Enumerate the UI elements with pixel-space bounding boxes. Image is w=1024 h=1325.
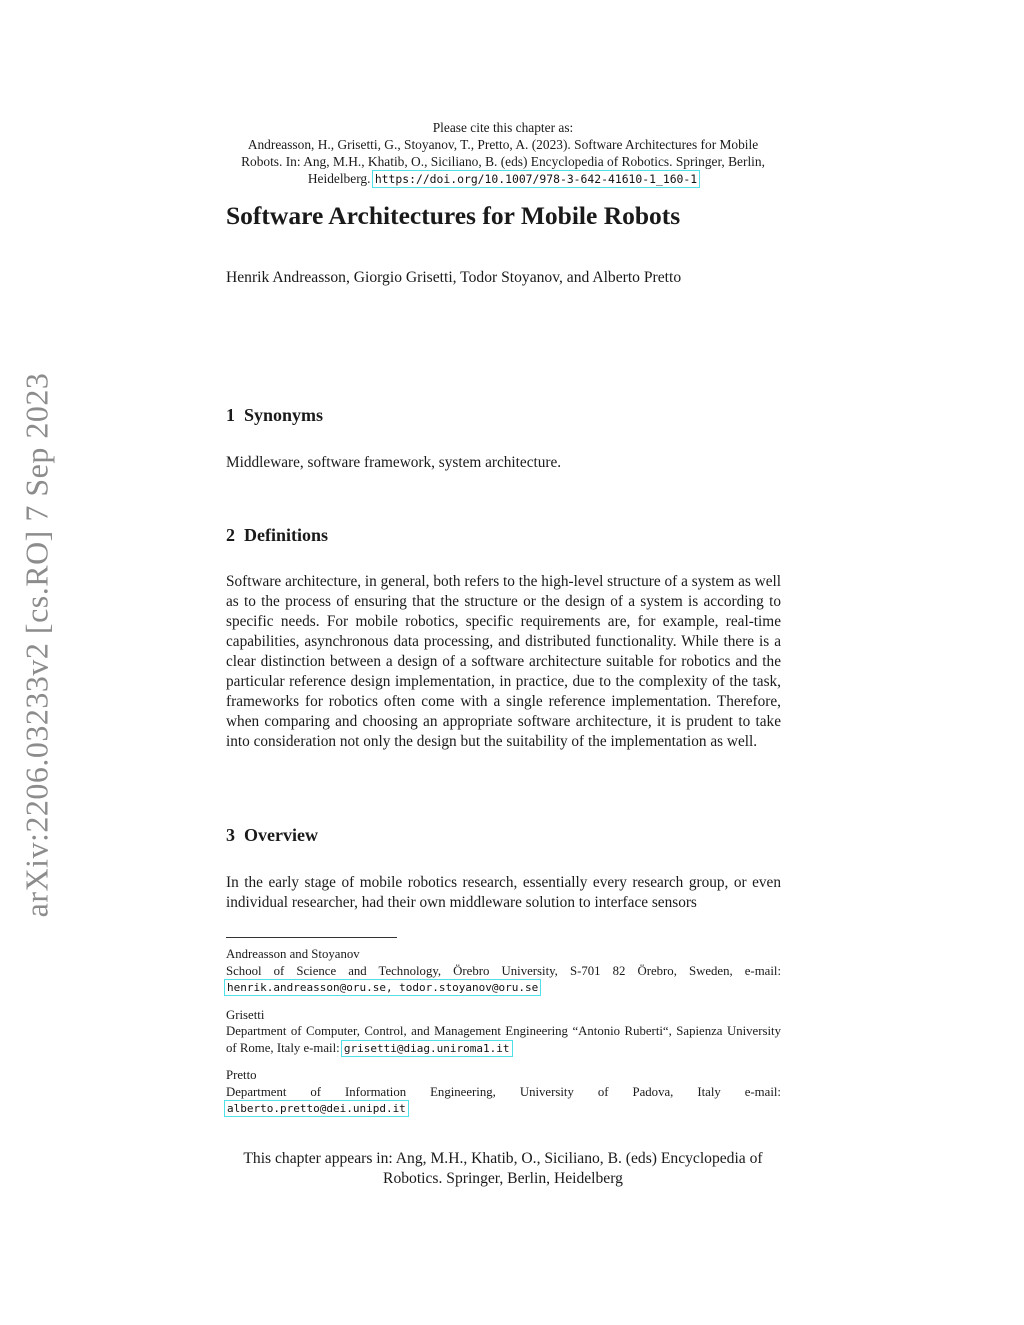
citation-last-line [222,170,784,188]
section-heading-synonyms [226,403,323,427]
section-title: Synonyms [244,405,324,425]
affiliation-text: Department of Computer, Control, and Management Engineering “Antonio Ruberti“, Sapienza University of Rome, Italy e-mail: [226,1024,781,1055]
section-number: 2 [226,525,235,545]
section-number: 1 [226,405,235,425]
appears-in-note: This chapter appears in: Ang, M.H., Khatib, O., Siciliano, B. (eds) Encyclopedia of Robotics. Springer, Berlin, Heidelberg [243,1150,763,1187]
footnote-andreasson-stoyanov [226,946,781,997]
synonyms-text: Middleware, software framework, system architecture. [226,454,562,471]
footnote-address [226,1023,781,1057]
section-number: 3 [226,825,235,845]
citation-line: Robots. In: Ang, M.H., Khatib, O., Siciliano, B. (eds) Encyclopedia of Robotics. Springer, Berlin, [241,154,765,169]
email-link[interactable]: henrik.andreasson@oru.se, todor.stoyanov@oru.se [227,981,539,994]
section-title: Definitions [244,525,329,545]
definitions-text: Software architecture, in general, both refers to the high-level structure of a system as well as to the process of ensuring that the structure or the design of a system is according to specific needs. For mobile robotics, specific requirements are, for example, real-time capabilities, asynchronous data processing, and distributed functionality. While there is a clear distinction between a design of a software architecture suitable for robotics and the particular reference design implementation, in practice, due to the complexity of the task, frameworks for robotics often come with a single reference implementation. Therefore, when comparing and choosing an appropriate software architecture, it is prudent to take into consideration not only the design but the suitability of the implementation as well. [226,573,781,750]
citation-heading: Please cite this chapter as: [432,120,574,135]
section-heading-definitions [226,523,328,547]
overview-text: In the early stage of mobile robotics research, essentially every research group, or even individual researcher, had their own middleware solution to interface sensors [226,874,781,911]
citation-line: Andreasson, H., Grisetti, G., Stoyanov, T., Pretto, A. (2023). Software Architectures for Mobile [247,137,759,152]
footnote-pretto [226,1067,781,1118]
footnote-name: Grisetti [226,1007,265,1022]
citation-note [222,119,784,188]
arxiv-id: arXiv:2206.03233v2 [cs.RO] 7 Sep 2023 [18,372,55,918]
footnote-grisetti [226,1007,781,1058]
affiliation-text: School of Science and Technology, Örebro University, S-701 82 Örebro, Sweden, e-mail: [226,963,781,978]
footnote-name: Andreasson and Stoyanov [226,947,360,961]
section-heading-overview [226,823,318,847]
citation-prefix: Heidelberg. [307,171,371,186]
chapter-title: Software Architectures for Mobile Robots [226,201,681,230]
section-title: Overview [244,825,318,845]
affiliation-text: Department of Information Engineering, University of Padova, Italy e-mail: [226,1084,781,1099]
footnote-address [226,963,781,997]
email-link[interactable]: grisetti@diag.uniroma1.it [343,1041,510,1055]
footnotes [226,946,781,1128]
footnote-name: Pretto [226,1068,257,1082]
footnote-address [226,1084,781,1118]
author-list: Henrik Andreasson, Giorgio Grisetti, Todor Stoyanov, and Alberto Pretto [226,269,682,286]
email-link[interactable]: alberto.pretto@dei.unipd.it [227,1102,406,1115]
doi-link[interactable]: https://doi.org/10.1007/978-3-642-41610-1_160-1 [374,172,698,186]
footnote-divider [226,937,397,938]
